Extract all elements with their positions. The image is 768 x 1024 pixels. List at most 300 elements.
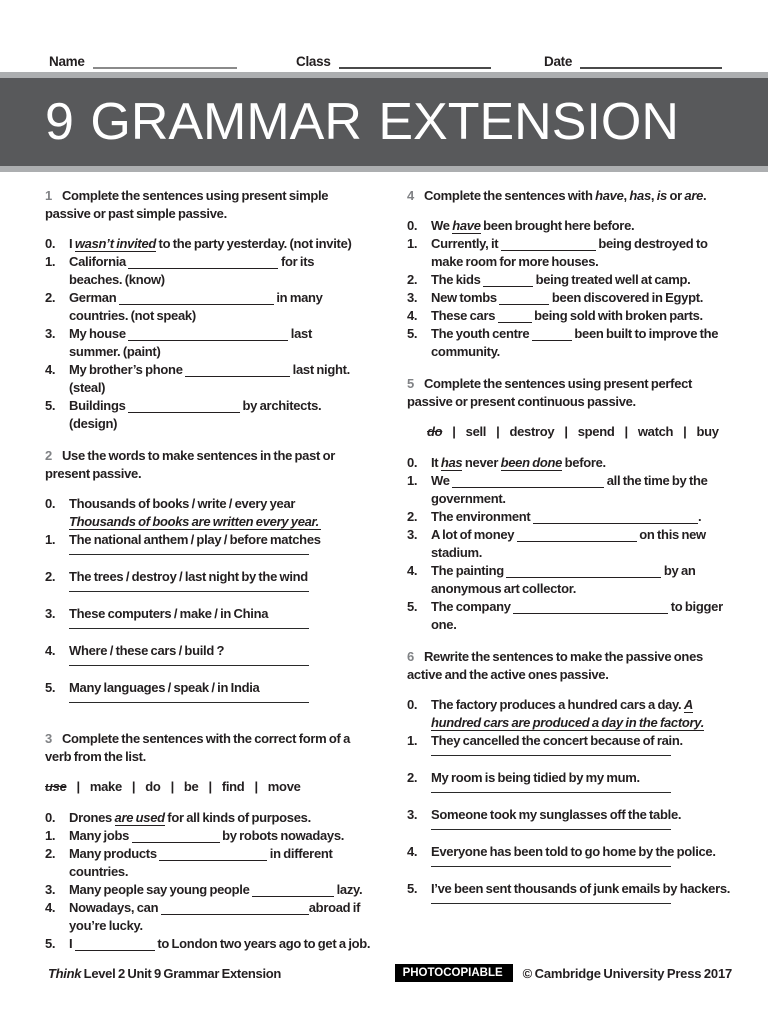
exercise-item	[45, 809, 365, 827]
page-footer	[48, 964, 732, 982]
text-run: Many people say young people	[69, 882, 253, 897]
item-number: 2.	[407, 272, 418, 287]
text-run: I	[69, 236, 75, 251]
text-run: by robots nowadays.	[219, 828, 345, 843]
exercise-item	[45, 899, 365, 935]
list-separator: |	[496, 424, 500, 439]
text-run: for its	[278, 254, 315, 269]
item-text	[69, 568, 365, 605]
crossed-out-word: do	[427, 424, 443, 439]
text-run: lazy.	[334, 882, 363, 897]
fill-in-blank	[252, 883, 334, 897]
item-number: 4.	[407, 308, 418, 323]
exercise-number: 6	[407, 649, 414, 664]
text-run: These cars	[431, 308, 498, 323]
list-separator: |	[254, 779, 258, 794]
text-run: before.	[562, 455, 606, 470]
list-word: move	[267, 779, 301, 794]
exercise-item	[45, 253, 365, 289]
item-text	[69, 845, 365, 881]
exercise-item	[407, 289, 735, 307]
text-run: California	[69, 254, 129, 269]
exercise-item	[407, 307, 735, 325]
exercise-item	[407, 472, 735, 508]
text-run: Thousands of books / write / every year	[69, 496, 296, 511]
text-run: community.	[431, 344, 500, 359]
left-column	[45, 187, 371, 967]
text-run: The youth centre	[431, 326, 532, 341]
item-number: 4.	[407, 844, 418, 859]
text-run: last night.	[290, 362, 350, 377]
exercise-number: 5	[407, 376, 414, 391]
banner-bottom-strip	[0, 166, 768, 172]
answer-line	[69, 698, 309, 703]
exercise-item	[407, 843, 735, 880]
book-title: Think	[48, 965, 82, 981]
text-run: Buildings	[69, 398, 129, 413]
text-run: My brother’s phone	[69, 362, 186, 377]
answer-line	[431, 825, 671, 830]
date-field	[544, 52, 722, 69]
exercise-item	[407, 562, 735, 598]
text-run: It	[431, 455, 441, 470]
verb-word-list	[427, 423, 735, 441]
item-number: 2.	[45, 290, 56, 305]
photocopiable-badge: PHOTOCOPIABLE	[395, 964, 513, 982]
exercise-item	[407, 598, 735, 634]
item-text	[69, 289, 365, 325]
answer-line	[69, 661, 309, 666]
text-run: or	[666, 188, 685, 203]
exercise-heading	[45, 187, 365, 223]
text-run: Someone took my sunglasses off the table.	[431, 807, 682, 822]
fill-in-blank	[185, 363, 290, 377]
text-run: been built to improve the	[571, 326, 719, 341]
example-answer: has	[440, 455, 463, 470]
item-number: 0.	[407, 697, 418, 712]
item-text	[69, 935, 370, 953]
text-run: by an	[661, 563, 696, 578]
list-word: buy	[696, 424, 719, 439]
answer-line	[69, 624, 309, 629]
item-number: 3.	[45, 606, 56, 621]
text-run: in different	[267, 846, 333, 861]
item-number: 5.	[45, 936, 56, 951]
text-run: by architects.	[240, 398, 322, 413]
exercise-item	[45, 568, 365, 605]
fill-in-blank	[119, 291, 274, 305]
text-run: Rewrite the sentences to make the passive ones	[423, 649, 703, 664]
fill-in-blank	[513, 600, 668, 614]
item-text	[431, 696, 735, 732]
text-run: all the time by the	[604, 473, 708, 488]
item-number: 1.	[45, 254, 56, 269]
exercise-item	[45, 679, 365, 716]
item-text	[69, 809, 365, 827]
item-number: 5.	[407, 881, 418, 896]
exercise-item	[45, 642, 365, 679]
fill-in-blank	[533, 510, 698, 524]
fill-in-blank	[483, 273, 533, 287]
item-text	[431, 526, 735, 562]
answer-line	[431, 862, 671, 867]
exercise-item	[45, 289, 365, 325]
text-run: to the party yesterday. (not invite)	[156, 236, 352, 251]
item-text	[431, 289, 735, 307]
text-run: The company	[431, 599, 514, 614]
text-run: passive or past simple passive.	[45, 206, 227, 221]
exercise-item	[45, 827, 365, 845]
fill-in-blank	[498, 309, 532, 323]
class-field	[296, 52, 491, 69]
name-write-line	[93, 52, 237, 69]
book-reference	[48, 966, 395, 981]
text-run: active and the active ones passive.	[407, 667, 609, 682]
item-number: 1.	[407, 733, 418, 748]
banner-band	[0, 78, 768, 166]
exercise-5	[407, 375, 735, 634]
text-run: Use the words to make sentences in the past or	[61, 448, 335, 463]
list-word: destroy	[509, 424, 555, 439]
item-text	[69, 605, 365, 642]
list-separator: |	[683, 424, 687, 439]
text-run: on this new	[636, 527, 706, 542]
item-number: 3.	[407, 290, 418, 305]
exercise-item	[407, 217, 735, 235]
text-run: never	[462, 455, 501, 470]
exercise-item	[45, 235, 365, 253]
fill-in-blank	[499, 291, 549, 305]
list-word: sell	[465, 424, 487, 439]
item-text	[69, 495, 365, 531]
text-run: stadium.	[431, 545, 483, 560]
exercise-item	[407, 271, 735, 289]
item-number: 5.	[45, 680, 56, 695]
item-text	[431, 843, 735, 880]
exercise-item	[45, 397, 365, 433]
exercise-2	[45, 447, 365, 716]
item-number: 0.	[407, 455, 418, 470]
exercise-item	[407, 806, 735, 843]
item-text	[69, 531, 365, 568]
list-word: spend	[577, 424, 615, 439]
item-number: 2.	[407, 770, 418, 785]
list-word: find	[221, 779, 245, 794]
text-run: been discovered in Egypt.	[549, 290, 704, 305]
name-field	[49, 52, 237, 69]
text-run: We	[431, 473, 453, 488]
item-text	[431, 769, 735, 806]
text-run: Complete the sentences using present perfect	[423, 376, 693, 391]
text-run: Many products	[69, 846, 160, 861]
exercise-heading	[407, 187, 735, 205]
list-separator: |	[170, 779, 174, 794]
list-separator: |	[624, 424, 628, 439]
right-column	[407, 187, 735, 967]
fill-in-blank	[161, 901, 309, 915]
text-run: ,	[623, 188, 630, 203]
fill-in-blank	[75, 937, 155, 951]
text-run: you’re lucky.	[69, 918, 143, 933]
text-run: New tombs	[431, 290, 500, 305]
fill-in-blank	[159, 847, 267, 861]
item-text	[431, 598, 735, 634]
italic-text: is	[656, 188, 667, 203]
list-separator: |	[208, 779, 212, 794]
item-text	[431, 235, 735, 271]
exercise-6	[407, 648, 735, 917]
text-run: beaches. (know)	[69, 272, 165, 287]
example-answer: hundred cars are produced a day in the factory.	[431, 715, 705, 730]
text-run: countries.	[69, 864, 129, 879]
page-title: 9 GRAMMAR EXTENSION	[45, 93, 679, 151]
text-run: The environment	[431, 509, 533, 524]
item-number: 2.	[407, 509, 418, 524]
text-run: one.	[431, 617, 457, 632]
exercise-item	[45, 935, 371, 953]
text-run: verb from the list.	[45, 749, 146, 764]
class-write-line	[339, 52, 491, 69]
list-word: make	[89, 779, 122, 794]
text-run: to London two years ago to get a job.	[154, 936, 371, 951]
item-text	[431, 806, 735, 843]
exercise-item	[45, 495, 365, 531]
fill-in-blank	[506, 564, 661, 578]
title-banner	[0, 72, 768, 172]
item-number: 5.	[407, 599, 418, 614]
list-separator: |	[452, 424, 456, 439]
text-run: .	[703, 188, 707, 203]
item-number: 0.	[45, 236, 56, 251]
exercise-item	[407, 769, 735, 806]
exercise-item	[407, 696, 735, 732]
text-run: Complete the sentences with the correct form of a	[61, 731, 351, 746]
exercise-item	[45, 845, 365, 881]
item-number: 0.	[45, 810, 56, 825]
exercise-item	[45, 325, 365, 361]
verb-word-list	[45, 778, 365, 796]
exercise-1	[45, 187, 365, 433]
item-number: 3.	[45, 326, 56, 341]
text-run: I	[69, 936, 75, 951]
exercise-item	[407, 235, 735, 271]
book-reference-rest: Level 2 Unit 9 Grammar Extension	[81, 965, 282, 981]
answer-line	[431, 899, 671, 904]
answer-line	[431, 788, 671, 793]
item-number: 4.	[407, 563, 418, 578]
exercise-4	[407, 187, 735, 361]
exercise-item	[45, 361, 365, 397]
text-run: German	[69, 290, 119, 305]
exercise-item	[407, 732, 735, 769]
item-number: 1.	[45, 828, 56, 843]
item-text	[69, 235, 365, 253]
fill-in-blank	[532, 327, 572, 341]
answer-line	[69, 550, 309, 555]
fill-in-blank	[517, 528, 637, 542]
item-text	[69, 642, 365, 679]
exercise-item	[407, 880, 735, 917]
exercise-3	[45, 730, 371, 953]
text-run: The trees / destroy / last night by the wind	[69, 569, 308, 584]
example-answer: are used	[114, 810, 165, 825]
text-run: abroad if	[308, 900, 361, 915]
item-number: 2.	[45, 846, 56, 861]
exercise-heading	[407, 375, 735, 411]
text-run: My room is being tidied by my mum.	[431, 770, 640, 785]
text-run: Nowadays, can	[69, 900, 161, 915]
text-run: Drones	[69, 810, 115, 825]
item-text	[431, 307, 735, 325]
item-number: 3.	[407, 807, 418, 822]
item-text	[431, 271, 735, 289]
text-run: countries. (not speak)	[69, 308, 196, 323]
exercise-heading	[45, 730, 365, 766]
answer-line	[69, 587, 309, 592]
exercise-number: 3	[45, 731, 52, 746]
text-run: being destroyed to	[595, 236, 708, 251]
text-run: Everyone has been told to go home by the police.	[431, 844, 716, 859]
text-run: ,	[650, 188, 657, 203]
text-run: for all kinds of purposes.	[164, 810, 311, 825]
italic-text: have	[595, 188, 624, 203]
exercise-item	[45, 881, 365, 899]
item-number: 4.	[45, 900, 56, 915]
text-run: .	[697, 509, 702, 524]
fill-in-blank	[128, 255, 278, 269]
name-label: Name	[49, 54, 85, 69]
text-run: anonymous art collector.	[431, 581, 577, 596]
text-run: The kids	[431, 272, 484, 287]
exercise-item	[45, 605, 365, 642]
answer-line	[431, 751, 671, 756]
item-text	[431, 732, 735, 769]
item-text	[431, 562, 735, 598]
text-run: They cancelled the concert because of rain.	[431, 733, 683, 748]
exercise-number: 4	[407, 188, 414, 203]
text-run: government.	[431, 491, 506, 506]
example-answer: have	[452, 218, 481, 233]
text-run: Many languages / speak / in India	[69, 680, 260, 695]
item-number: 0.	[45, 496, 56, 511]
list-separator: |	[131, 779, 136, 794]
exercise-item	[407, 454, 735, 472]
class-label: Class	[296, 54, 331, 69]
text-run: A lot of money	[431, 527, 517, 542]
date-label: Date	[544, 54, 573, 69]
item-number: 4.	[45, 643, 56, 658]
crossed-out-word: use	[45, 779, 67, 794]
item-number: 4.	[45, 362, 56, 377]
text-run: been brought here before.	[480, 218, 635, 233]
text-run: We	[431, 218, 453, 233]
text-run: My house	[69, 326, 129, 341]
text-run: last	[288, 326, 312, 341]
item-text	[69, 679, 365, 716]
text-run: Complete the sentences using present simple	[61, 188, 329, 203]
item-text	[69, 397, 365, 433]
example-answer: A	[683, 697, 693, 712]
text-run: being treated well at camp.	[533, 272, 691, 287]
worksheet-body	[45, 187, 735, 967]
item-number: 2.	[45, 569, 56, 584]
text-run: Currently, it	[431, 236, 501, 251]
item-text	[431, 508, 735, 526]
write-in-header-row	[0, 52, 768, 72]
italic-text: are	[684, 188, 704, 203]
exercise-heading	[407, 648, 735, 684]
item-text	[431, 454, 735, 472]
text-run: I’ve been sent thousands of junk emails by hackers.	[431, 881, 731, 896]
item-text	[431, 217, 735, 235]
list-word: watch	[637, 424, 674, 439]
text-run: Where / these cars / build ?	[69, 643, 225, 658]
fill-in-blank	[132, 829, 220, 843]
text-run: to bigger	[668, 599, 723, 614]
list-separator: |	[564, 424, 568, 439]
exercise-item	[45, 531, 365, 568]
list-word: be	[183, 779, 199, 794]
exercise-item	[407, 508, 735, 526]
item-number: 1.	[45, 532, 56, 547]
text-run: Complete the sentences with	[423, 188, 596, 203]
item-text	[69, 361, 365, 397]
list-separator: |	[76, 779, 80, 794]
example-answer: Thousands of books are written every year.	[69, 514, 322, 529]
item-text	[69, 827, 365, 845]
exercise-heading	[45, 447, 365, 483]
text-run: Many jobs	[69, 828, 132, 843]
text-run: summer. (paint)	[69, 344, 161, 359]
exercise-item	[407, 325, 735, 361]
item-number: 5.	[407, 326, 418, 341]
text-run: The national anthem / play / before matches	[69, 532, 321, 547]
text-run: in many	[273, 290, 323, 305]
exercise-number: 2	[45, 448, 52, 463]
text-run: These computers / make / in China	[69, 606, 269, 621]
text-run: make room for more houses.	[431, 254, 599, 269]
text-run: (design)	[69, 416, 118, 431]
text-run: The factory produces a hundred cars a day.	[431, 697, 684, 712]
fill-in-blank	[501, 237, 596, 251]
text-run: being sold with broken parts.	[531, 308, 703, 323]
text-run: passive or present continuous passive.	[407, 394, 636, 409]
fill-in-blank	[452, 474, 604, 488]
item-number: 5.	[45, 398, 56, 413]
item-number: 3.	[407, 527, 418, 542]
item-text	[69, 325, 365, 361]
item-number: 1.	[407, 236, 418, 251]
item-text	[431, 325, 735, 361]
fill-in-blank	[128, 327, 288, 341]
example-answer: been done	[500, 455, 563, 470]
text-run: (steal)	[69, 380, 106, 395]
item-text	[431, 472, 735, 508]
item-text	[431, 880, 735, 917]
text-run: present passive.	[45, 466, 142, 481]
list-word: do	[145, 779, 161, 794]
text-run: The painting	[431, 563, 507, 578]
item-number: 3.	[45, 882, 56, 897]
item-text	[69, 253, 365, 289]
exercise-item	[407, 526, 735, 562]
date-write-line	[580, 52, 722, 69]
item-text	[69, 881, 365, 899]
exercise-number: 1	[45, 188, 52, 203]
item-number: 0.	[407, 218, 418, 233]
item-number: 1.	[407, 473, 418, 488]
fill-in-blank	[128, 399, 240, 413]
